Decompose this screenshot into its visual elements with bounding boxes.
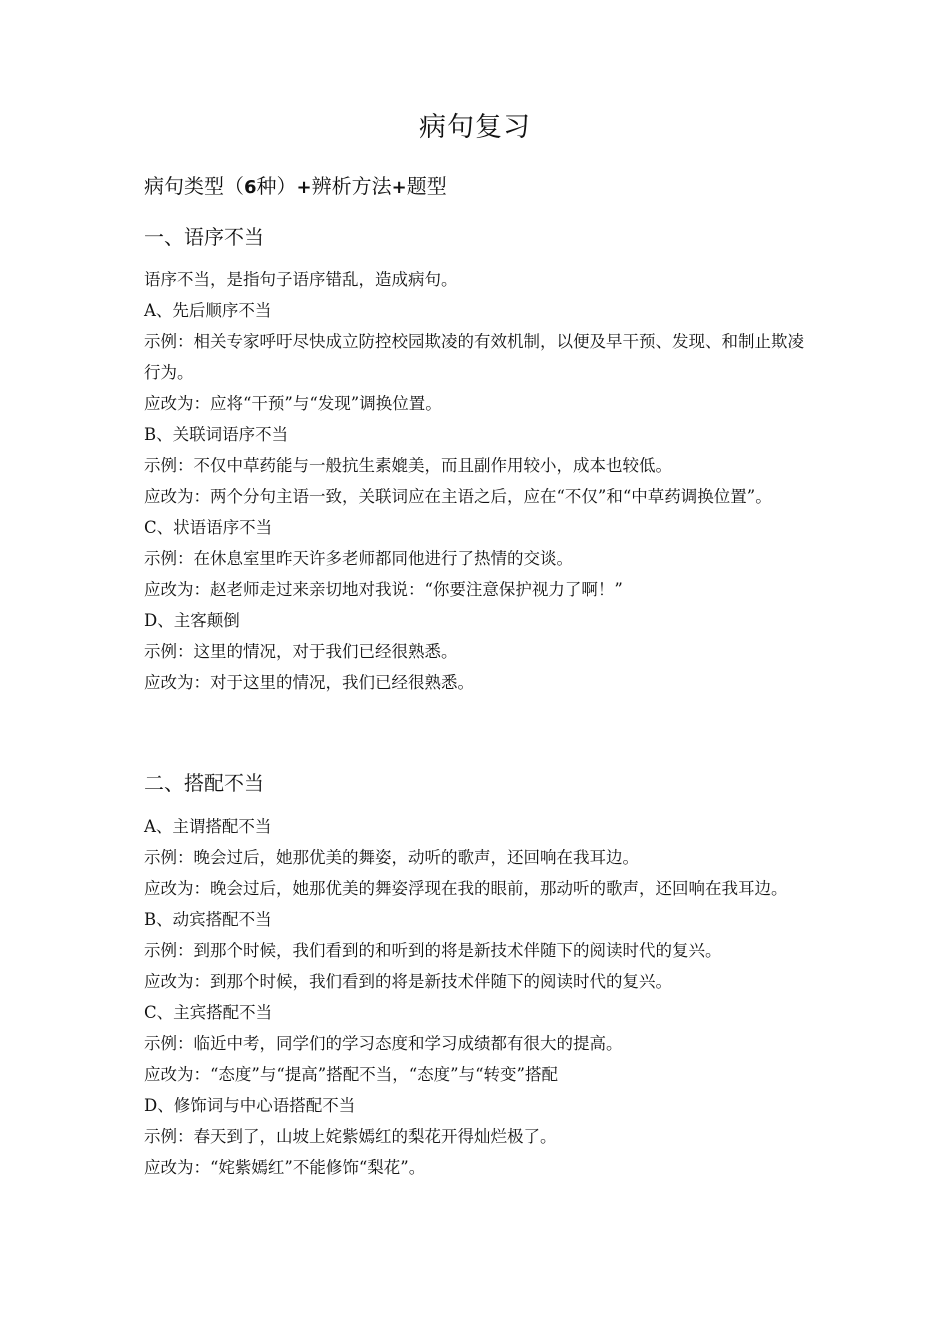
subtitle-part-2: 种） (256, 174, 297, 198)
document-title: 病句复习 (419, 112, 531, 143)
subsection-label: A、主谓搭配不当 (144, 817, 272, 836)
subtitle-part-4: 题型 (406, 174, 447, 198)
example-text: 示例：临近中考，同学们的学习态度和学习成绩都有很大的提高。 (144, 1034, 623, 1053)
subsection-label: B、动宾搭配不当 (144, 910, 272, 929)
subtitle-part-3: 辨析方法 (311, 174, 392, 198)
section-heading-collocation: 二、搭配不当 (144, 771, 264, 795)
correction-text: 应改为：“态度”与“提高”搭配不当，“态度”与“转变”搭配 (144, 1065, 558, 1084)
example-text: 示例：在休息室里昨天许多老师都同他进行了热情的交谈。 (144, 549, 573, 568)
subsection-label: C、状语语序不当 (144, 518, 273, 537)
section-body-word-order (144, 264, 816, 698)
example-text: 示例：晚会过后，她那优美的舞姿，动听的歌声，还回响在我耳边。 (144, 848, 639, 867)
correction-text: 应改为：到那个时候，我们看到的将是新技术伴随下的阅读时代的复兴。 (144, 972, 672, 991)
example-text: 示例：春天到了，山坡上姹紫嫣红的梨花开得灿烂极了。 (144, 1127, 557, 1146)
correction-text: 应改为：两个分句主语一致，关联词应在主语之后，应在“不仅”和“中草药调换位置”。 (144, 487, 772, 506)
example-text: 示例：这里的情况，对于我们已经很熟悉。 (144, 642, 458, 661)
section-heading-word-order: 一、语序不当 (144, 225, 264, 249)
document-subtitle (144, 170, 447, 204)
correction-text: 应改为：应将“干预”与“发现”调换位置。 (144, 394, 442, 413)
example-text: 示例：相关专家呼吁尽快成立防控校园欺凌的有效机制，以便及早干预、发现、和制止欺凌行为。 (144, 332, 804, 382)
correction-text: 应改为：“姹紫嫣红”不能修饰“梨花”。 (144, 1158, 426, 1177)
subtitle-plus-2: + (391, 177, 407, 198)
subsection-label: C、主宾搭配不当 (144, 1003, 273, 1022)
section-body-collocation (144, 811, 816, 1183)
subsection-label: D、主客颠倒 (144, 611, 240, 630)
correction-text: 应改为：赵老师走过来亲切地对我说：“你要注意保护视力了啊！” (144, 580, 623, 599)
correction-text: 应改为：对于这里的情况，我们已经很熟悉。 (144, 673, 474, 692)
subtitle-number: 6 (244, 177, 257, 198)
correction-text: 应改为：晚会过后，她那优美的舞姿浮现在我的眼前，那动听的歌声，还回响在我耳边。 (144, 879, 788, 898)
subsection-label: D、修饰词与中心语搭配不当 (144, 1096, 356, 1115)
example-text: 示例：不仅中草药能与一般抗生素媲美，而且副作用较小，成本也较低。 (144, 456, 672, 475)
subsection-label: B、关联词语序不当 (144, 425, 289, 444)
subtitle-part-1: 病句类型（ (144, 174, 244, 198)
subsection-label: A、先后顺序不当 (144, 301, 272, 320)
subtitle-plus-1: + (296, 177, 312, 198)
example-text: 示例：到那个时候，我们看到的和听到的将是新技术伴随下的阅读时代的复兴。 (144, 941, 722, 960)
section-intro: 语序不当，是指句子语序错乱，造成病句。 (144, 270, 458, 289)
